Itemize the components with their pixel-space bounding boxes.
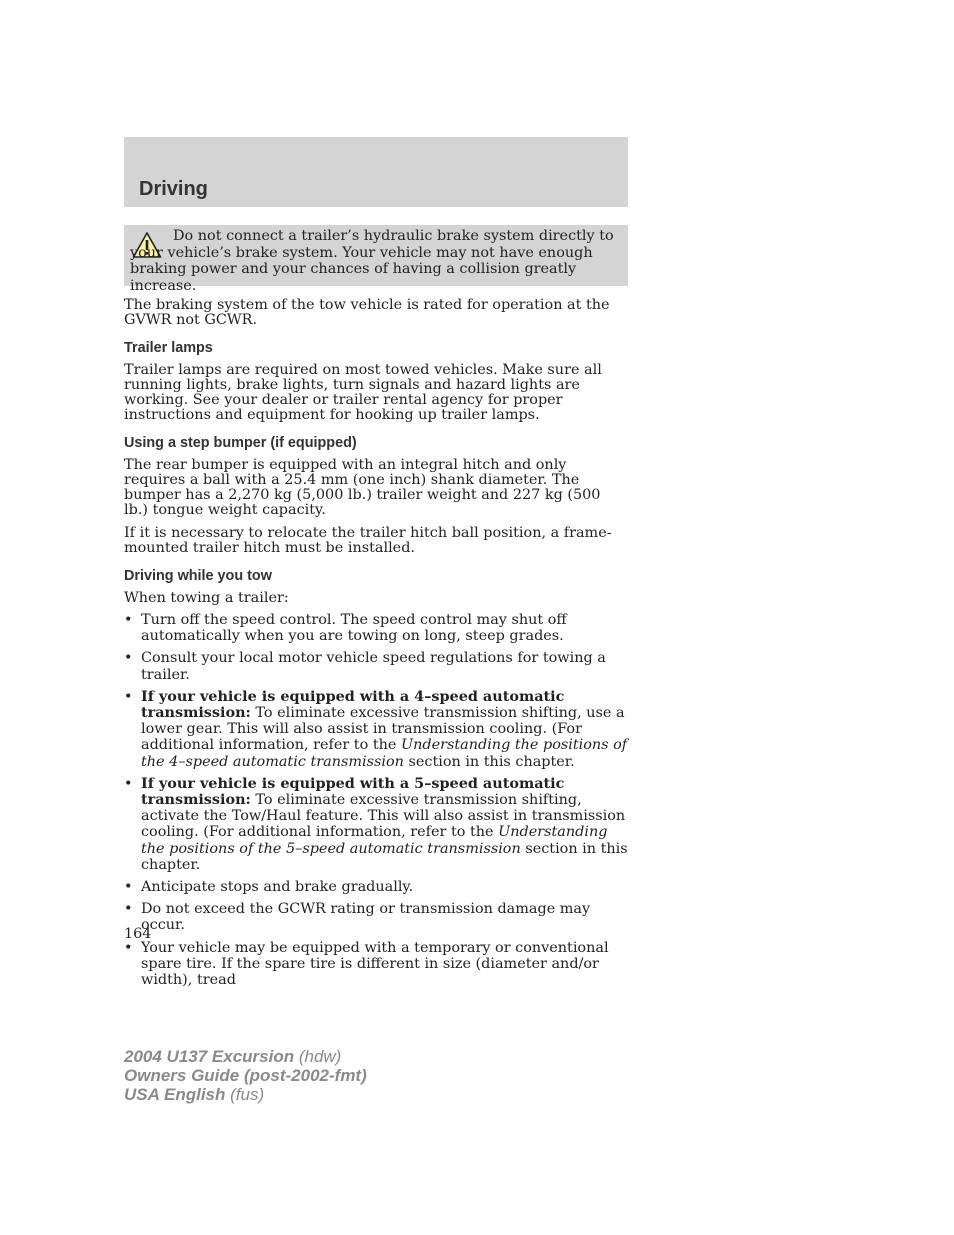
bullet-glyph: • [124, 879, 133, 896]
list-item [124, 901, 628, 933]
footer-model: 2004 U137 Excursion [124, 1047, 295, 1066]
list-item [124, 650, 628, 682]
list-item-text: To eliminate excessive transmission shifting, activate the Tow/Haul feature. This will also assist in transmission cooling. (For additional information, refer to the [141, 792, 626, 841]
list-item [124, 689, 628, 770]
footer-line-1 [124, 1047, 367, 1066]
bullet-glyph: • [124, 688, 133, 705]
document-footer [124, 1047, 367, 1104]
footer-line-3 [124, 1085, 367, 1104]
list-item-tail: section in this chapter. [141, 840, 628, 873]
section-title: Driving [139, 178, 208, 200]
list-item [124, 940, 628, 989]
step-bumper-paragraph-1: The rear bumper is equipped with an integral hitch and only requires a ball with a 25.4 mm (one inch) shank diameter. The bumper has a 2,270 kg (5,000 lb.) trailer weight and 227 kg (500 lb.) tongue weight capacity. [124, 457, 601, 518]
main-content [124, 298, 628, 994]
footer-model-code: (hdw) [294, 1047, 342, 1066]
bullet-glyph: • [124, 612, 133, 628]
list-item [124, 612, 628, 644]
list-item-text: To eliminate excessive transmission shifting, use a lower gear. This will also assist in transmission cooling. (For additional information, refer to the [141, 705, 625, 754]
list-item-reference: Understanding the positions of the 4–speed automatic transmission [141, 737, 628, 770]
driving-tow-lead: When towing a trailer: [124, 590, 289, 606]
heading-driving-while-tow: Driving while you tow [124, 568, 272, 584]
bullet-glyph: • [124, 901, 133, 918]
list-item-bold-lead: If your vehicle is equipped with a 5–speed automatic transmission: [141, 774, 565, 809]
list-item-tail: section in this chapter. [403, 753, 575, 770]
footer-guide: Owners Guide (post-2002-fmt) [124, 1066, 367, 1085]
list-item-text: Consult your local motor vehicle speed regulations for towing a trailer. [141, 650, 606, 683]
footer-line-2 [124, 1066, 367, 1085]
trailer-lamps-paragraph: Trailer lamps are required on most towed vehicles. Make sure all running lights, brake lights, turn signals and hazard lights are working. See your dealer or trailer rental agency for proper instructions and equipment for hooking up trailer lamps. [124, 362, 602, 423]
footer-language-code: (fus) [225, 1085, 265, 1104]
page-number: 164 [124, 926, 152, 942]
step-bumper-paragraph-2: If it is necessary to relocate the trailer hitch ball position, a frame-mounted trailer hitch must be installed. [124, 525, 612, 556]
list-item-bold-lead: If your vehicle is equipped with a 4–speed automatic transmission: [141, 687, 565, 722]
bullet-glyph: • [124, 650, 133, 667]
list-item [124, 879, 628, 895]
warning-box [124, 225, 628, 294]
list-item [124, 776, 628, 873]
warning-text: Do not connect a trailer’s hydraulic brake system directly to your vehicle’s brake system. Your vehicle may not have enough braking power and your chances of having a collision greatly increase. [130, 228, 614, 294]
list-item-reference: Understanding the positions of the 5–speed automatic transmission [141, 824, 608, 857]
list-item-text: Turn off the speed control. The speed control may shut off automatically when you are towing on long, steep grades. [141, 612, 567, 645]
towing-tips-list [124, 612, 628, 988]
list-item-text: Do not exceed the GCWR rating or transmission damage may occur. [141, 901, 591, 934]
footer-language: USA English [124, 1085, 226, 1104]
section-header-band [124, 137, 628, 207]
list-item-text: Your vehicle may be equipped with a temporary or conventional spare tire. If the spare tire is different in size (diameter and/or width), tread [141, 939, 609, 989]
heading-trailer-lamps: Trailer lamps [124, 340, 213, 356]
heading-step-bumper: Using a step bumper (if equipped) [124, 435, 357, 451]
list-item-text: Anticipate stops and brake gradually. [141, 879, 414, 896]
intro-paragraph: The braking system of the tow vehicle is rated for operation at the GVWR not GCWR. [124, 297, 610, 328]
bullet-glyph: • [124, 775, 133, 792]
bullet-glyph: • [124, 939, 133, 956]
